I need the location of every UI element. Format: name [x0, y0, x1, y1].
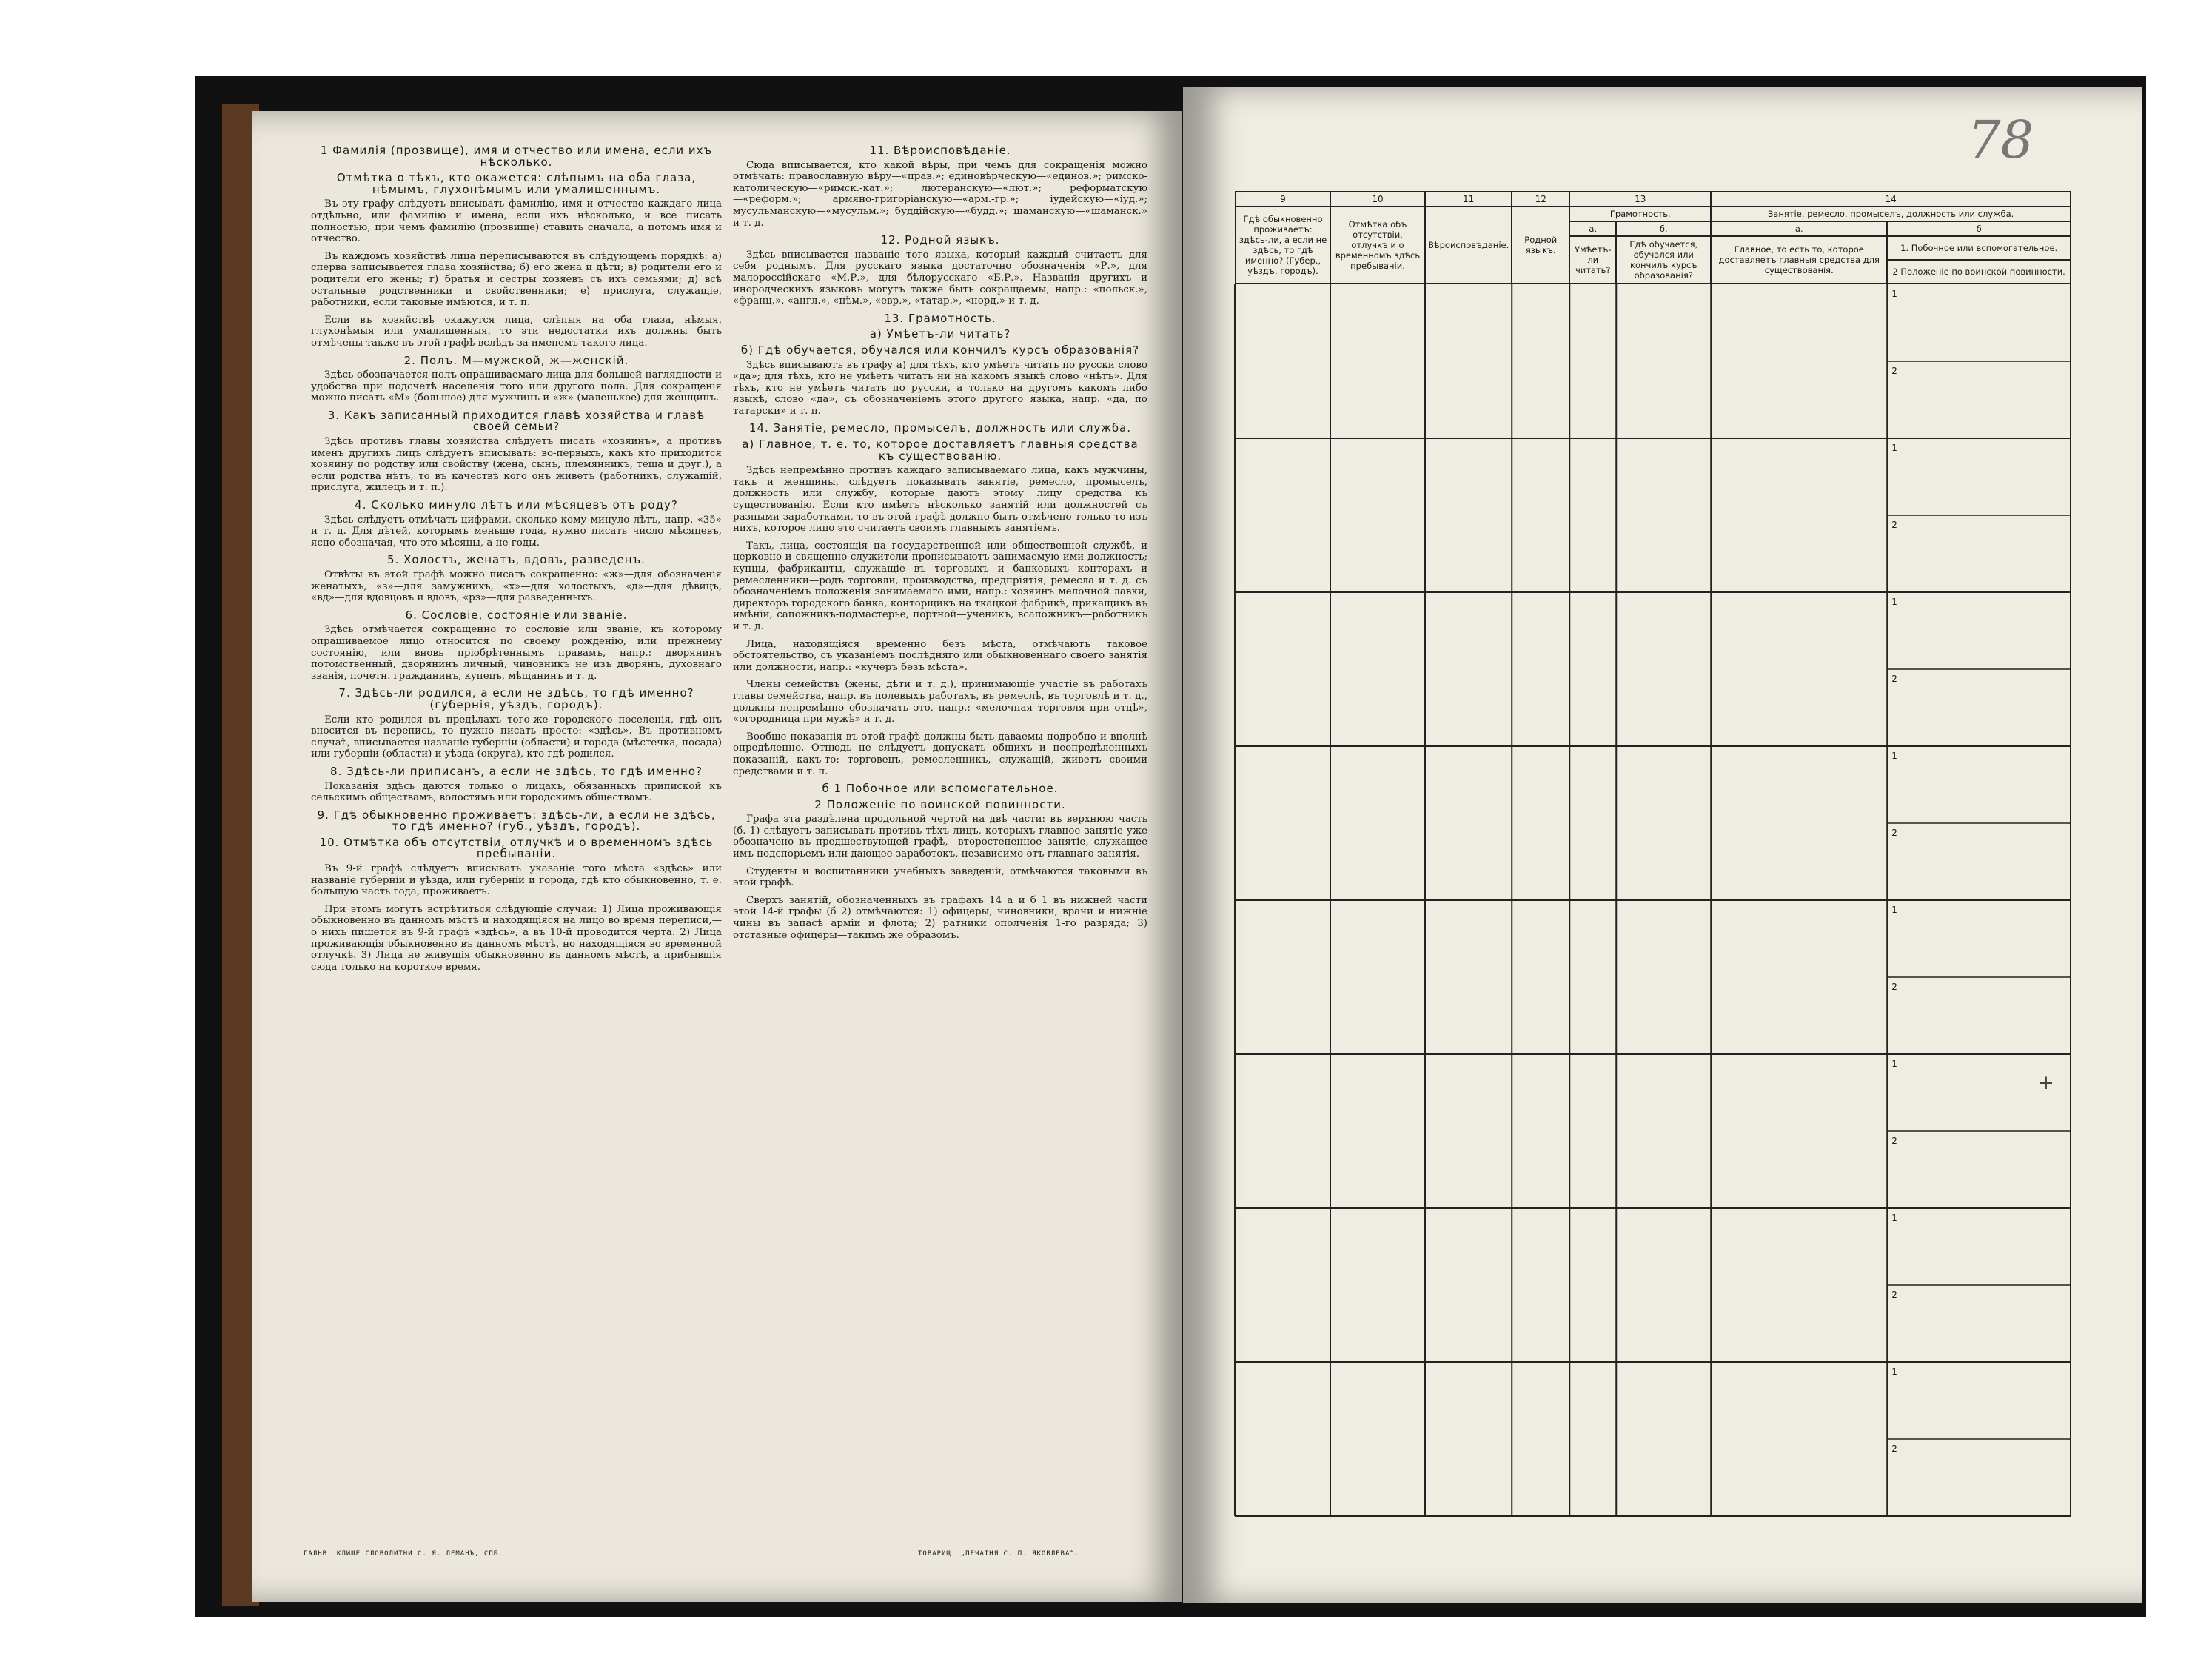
heading-13: 13. Грамотность.	[884, 311, 996, 325]
heading-13a: а) Умѣетъ-ли читать?	[869, 327, 1011, 341]
heading-5: 5. Холостъ, женатъ, вдовъ, разведенъ.	[387, 553, 646, 567]
heading-7: 7. Здѣсь-ли родился, а если не здѣсь, то гдѣ именно? (губернія, уѣздъ, городъ).	[338, 686, 694, 711]
header-13a: а.	[1569, 221, 1616, 236]
subrow-number: 1	[1891, 1059, 1897, 1069]
heading-14a: а) Главное, т. е. то, которое доставляетъ главныя средства къ существованію.	[742, 438, 1139, 463]
header-13a-text: Умѣетъ-ли читать?	[1569, 236, 1616, 284]
paragraph: Студенты и воспитанники учебныхъ заведеній, отмѣчаются таковыми въ этой графѣ.	[733, 865, 1147, 889]
subrow-number: 2	[1891, 520, 1897, 530]
subrow-number: 1	[1891, 1213, 1897, 1223]
paragraph: Въ 9-й графѣ слѣдуетъ вписывать указаніе того мѣста «здѣсь» или названіе губерніи и уѣзда, или губерніи и города, гдѣ кто обыкновенно, т. е. большую часть года, проживаетъ.	[311, 863, 722, 898]
paragraph: Здѣсь непремѣнно противъ каждаго записываемаго лица, какъ мужчины, такъ и женщины, слѣдуетъ показывать занятіе, ремесло, промыселъ, должность или службу, которые даютъ этому лицу средства къ существованію. Если кто имѣетъ нѣсколько занятій или должностей съ разными заработками, то въ этой графѣ должно быть отмѣчено только то изъ нихъ, которое лицо это считаетъ своимъ главнымъ занятіемъ.	[733, 465, 1147, 534]
paragraph: При этомъ могутъ встрѣтиться слѣдующіе случаи: 1) Лица проживающія обыкновенно въ данномъ мѣстѣ и находящіяся на лицо во время переписи,—о нихъ пишется въ 9-й графѣ «здѣсь», а въ 10-й проводится черта. 2) Лица проживающія обыкновенно въ данномъ мѣстѣ, но находящіяся во временной отлучкѣ. 3) Лица не живущія обыкновенно въ данномъ мѣстѣ, а прибывшія сюда только на короткое время.	[311, 903, 722, 973]
subrow-number: 1	[1891, 751, 1897, 761]
paragraph: Лица, находящіяся временно безъ мѣста, отмѣчаютъ таковое обстоятельство, съ указаніемъ послѣдняго или обыкновеннаго своего занятія или должности, напр.: «кучеръ безъ мѣста».	[733, 638, 1147, 673]
heading-10: 10. Отмѣтка объ отсутствіи, отлучкѣ и о временномъ здѣсь пребываніи.	[319, 835, 714, 861]
header-13b: б.	[1616, 221, 1711, 236]
paragraph: Здѣсь отмѣчается сокращенно то сословіе или званіе, къ которому опрашиваемое лицо относится по своему рожденію, или прежнему состоянію, или вновь пріобрѣтеннымъ правамъ, напр.: дворянинъ потомственный, дворянинъ личный, чиновникъ не изъ дворянъ, духовнаго званія, почетн. гражданинъ, купецъ, мѣщанинъ и т. д.	[311, 624, 722, 682]
paragraph: Сюда вписывается, кто какой вѣры, при чемъ для сокращенія можно отмѣчать: православную вѣру—«прав.»; единовѣрческую—«единов.»; римско-католическую—«римск.-кат.»; лютеранскую—«лют.»; реформатскую—«реформ.»; армяно-григоріанскую—«арм.-гр.»; іудейскую—«іуд.»; мусульманскую—«мусульм.»; буддійскую—«будд.»; шаманскую—«шаманск.» и т. д.	[733, 159, 1147, 229]
colnum-14: 14	[1711, 192, 2071, 207]
paragraph: Въ каждомъ хозяйствѣ лица переписываются въ слѣдующемъ порядкѣ: а) сперва записывается глава хозяйства; б) его жена и дѣти; в) родители его и родители его жены; г) братья и сестры хозяевъ съ ихъ семьями; д) всѣ остальные родственники и свойственники; е) прислуга, служащіе, работники, если таковые имѣются, и т. п.	[311, 250, 722, 309]
instructions-column-2	[733, 141, 1147, 947]
heading-6: 6. Сословіе, состояніе или званіе.	[405, 608, 628, 622]
subrow-number: 2	[1891, 982, 1897, 992]
paragraph: Такъ, лица, состоящія на государственной или общественной службѣ, и церковно-и священно-служители прописываютъ занимаемую ими должность; купцы, фабриканты, служащіе въ торговыхъ и банковыхъ конторахъ и ремесленники—родъ торговли, производства, предпріятія, ремесла и т. д. съ обозначеніемъ положенія занимаемаго ими, напр.: хозяинъ мелочной лавки, директоръ городского банка, конторщикъ на ткацкой фабрикѣ, прикащикъ въ имѣніи, сапожникъ-подмастерье, портной—ученикъ, всапожникъ—работникъ и т. д.	[733, 540, 1147, 632]
header-occupation: Занятіе, ремесло, промыселъ, должность или служба.	[1711, 207, 2071, 221]
paragraph: Сверхъ занятій, обозначенныхъ въ графахъ 14 а и б 1 въ нижней части этой 14-й графы (б 2) отмѣчаются: 1) офицеры, чиновники, врачи и нижніе чины въ запасѣ арміи и флота; 2) ратники ополченія 1-го разряда; 3) отставные офицеры—такимъ же образомъ.	[733, 894, 1147, 941]
header-14a: а.	[1711, 221, 1887, 236]
subrow-number: 1	[1891, 905, 1897, 915]
paragraph: Здѣсь обозначается полъ опрашиваемаго лица для большей наглядности и удобства при подсчетѣ населенія того или другого пола. Для сокращенія можно писать «М» (большое) для мужчинъ и «ж» (маленькое) для женщинъ.	[311, 369, 722, 404]
paragraph: Отвѣты въ этой графѣ можно писать сокращенно: «ж»—для обозначенія женатыхъ, «з»—для замужнихъ, «х»—для холостыхъ, «д»—для дѣвицъ, «вд»—для вдовцовъ и вдовъ, «рз»—для разведенныхъ.	[311, 569, 722, 604]
right-page	[1183, 87, 2142, 1603]
subrow-number: 1	[1891, 597, 1897, 607]
colnum-9: 9	[1236, 192, 1330, 207]
colnum-10: 10	[1330, 192, 1425, 207]
header-literacy: Грамотность.	[1569, 207, 1711, 221]
subrow-number: 1	[1891, 289, 1897, 299]
printer-imprint-left: ГАЛЬВ. КЛИШЕ СЛОВОЛИТНИ С. Я. ЛЕМАНЪ, СПБ.	[304, 1550, 503, 1558]
heading-11: 11. Вѣроисповѣданіе.	[869, 144, 1011, 157]
heading-14: 14. Занятіе, ремесло, промыселъ, должность или служба.	[748, 421, 1132, 435]
paragraph: Если кто родился въ предѣлахъ того-же городского поселенія, гдѣ онъ вносится въ перепись, то нужно писать просто: «здѣсь». Въ противномъ случаѣ, вписывается названіе губерніи (области) и города (мѣстечка, посада) или губерніи (области) и уѣзда (округа), кто гдѣ родился.	[311, 714, 722, 760]
header-13b-text: Гдѣ обучается, обучался или кончилъ курсъ образованія?	[1616, 236, 1711, 284]
heading-1: 1 Фамилія (прозвище), имя и отчество или имена, если ихъ нѣсколько.	[320, 144, 713, 169]
paragraph: Вообще показанія въ этой графѣ должны быть даваемы подробно и вполнѣ опредѣленно. Отнюдь не слѣдуетъ допускать общихъ и неопредѣленныхъ показаній, какъ-то: торговецъ, ремесленникъ, служащій, живетъ своими средствами и т. п.	[733, 731, 1147, 777]
header-religion: Вѣроисповѣданіе.	[1425, 207, 1512, 284]
paragraph: Здѣсь вписываютъ въ графу а) для тѣхъ, кто умѣетъ читать по русски слово «да»; для тѣхъ, кто не умѣетъ читать ни на какомъ языкѣ слово «нѣтъ». Для тѣхъ, кто не умѣетъ читать по русски, а только на другомъ какомъ либо языкѣ, слово «да», съ обозначеніемъ этого другого языка, напр. «да, по татарски» и т. п.	[733, 359, 1147, 417]
colnum-13: 13	[1569, 192, 1711, 207]
heading-14b1: б 1 Побочное или вспомогательное.	[822, 782, 1059, 796]
handwritten-page-number: 78	[1968, 110, 2034, 170]
header-14b: б	[1887, 221, 2071, 236]
heading-12: 12. Родной языкъ.	[880, 233, 1000, 247]
heading-13b: б) Гдѣ обучается, обучался или кончилъ курсъ образованія?	[740, 343, 1140, 357]
subrow-number: 1	[1891, 443, 1897, 453]
colnum-11: 11	[1425, 192, 1512, 207]
heading-1b: Отмѣтка о тѣхъ, кто окажется: слѣпымъ на оба глаза, нѣмымъ, глухонѣмымъ или умалишеннымъ.	[336, 171, 697, 196]
header-14b2: 2 Положеніе по воинской повинности.	[1892, 267, 2065, 277]
heading-2: 2. Полъ. М—мужской, ж—женскій.	[403, 353, 629, 367]
heading-14b2: 2 Положеніе по воинской повинности.	[814, 797, 1066, 811]
paragraph: Члены семействъ (жены, дѣти и т. д.), принимающіе участіе въ работахъ главы семейства, напр. въ полевыхъ работахъ, въ ремеслѣ, въ торговлѣ и т. д., должны непремѣнно обозначать это, напр.: «мелочная торговля при отцѣ», «огородница при мужѣ» и т. д.	[733, 679, 1147, 725]
paragraph: Здѣсь вписывается названіе того языка, который каждый считаетъ для себя роднымъ. Для русскаго языка достаточно обозначенія «Р.», для малороссійскаго—«М.Р.», для бѣлорусскаго—«Б.Р.». Названія другихъ и инородческихъ языковъ могутъ также быть сокращаемы, напр.: «польск.», «франц.», «англ.», «нѣм.», «евр.», «татар.», «норд.» и т. д.	[733, 249, 1147, 307]
header-14b1: 1. Побочное или вспомогательное.	[1888, 237, 2070, 261]
paragraph: Здѣсь противъ главы хозяйства слѣдуетъ писать «хозяинъ», а противъ именъ другихъ лицъ слѣдуетъ вписывать: во-первыхъ, какъ кто приходится хозяину по родству или свойству (жена, сынъ, племянникъ, теща и друг.), а если родства нѣтъ, то въ качествѣ кого онъ живетъ (работникъ, служащій, прислуга, жилецъ и т. п.).	[311, 436, 722, 494]
header-absence: Отмѣтка объ отсутствіи, отлучкѣ и о временномъ здѣсь пребываніи.	[1330, 207, 1425, 284]
subrow-number: 2	[1891, 1444, 1897, 1454]
form-body-lines	[1183, 87, 2142, 1603]
subrow-number: 2	[1891, 1290, 1897, 1300]
paragraph: Здѣсь слѣдуетъ отмѣчать цифрами, сколько кому минуло лѣтъ, напр. «35» и т. д. Для дѣтей, которымъ меньше года, нужно писать число мѣсяцевъ, ясно обозначая, что это мѣсяцы, а не годы.	[311, 514, 722, 549]
paragraph: Показанія здѣсь даются только о лицахъ, обязанныхъ припиской къ сельскимъ обществамъ, волостямъ или городскимъ обществамъ.	[311, 780, 722, 804]
heading-9: 9. Гдѣ обыкновенно проживаетъ: здѣсь-ли, а если не здѣсь, то гдѣ именно? (губ., уѣздъ, городъ).	[317, 808, 716, 834]
subrow-number: 2	[1891, 674, 1897, 684]
subrow-number: 2	[1891, 1136, 1897, 1146]
left-page	[252, 111, 1182, 1602]
instructions-column-1	[311, 141, 722, 979]
header-language: Родной языкъ.	[1512, 207, 1569, 284]
colnum-12: 12	[1512, 192, 1569, 207]
paragraph: Графа эта раздѣлена продольной чертой на двѣ части: въ верхнюю часть (б. 1) слѣдуетъ записывать противъ тѣхъ лицъ, которыхъ главное занятіе уже обозначено въ предшествующей графѣ,—второстепенное занятіе, служащее имъ подспорьемъ или дающее заработокъ, независимо отъ главнаго занятія.	[733, 814, 1147, 860]
header-residence: Гдѣ обыкновенно проживаетъ: здѣсь-ли, а если не здѣсь, то гдѣ именно? (Губер., уѣздъ, городъ).	[1236, 207, 1330, 284]
paragraph: Въ эту графу слѣдуетъ вписывать фамилію, имя и отчество каждаго лица отдѣльно, или фамилію и имена, если ихъ нѣсколько, и все писать полностью, при чемъ фамилію (прозвище) ставить сначала, а потомъ имя и отчество.	[311, 198, 722, 245]
heading-8: 8. Здѣсь-ли приписанъ, а если не здѣсь, то гдѣ именно?	[330, 764, 703, 778]
pencil-mark: +	[2038, 1072, 2054, 1094]
printer-imprint-right: ТОВАРИЩ. „ПЕЧАТНЯ С. П. ЯКОВЛЕВА“.	[918, 1550, 1080, 1558]
paragraph: Если въ хозяйствѣ окажутся лица, слѣпыя на оба глаза, нѣмыя, глухонѣмыя или умалишенныя, то эти недостатки ихъ должны быть отмѣчены также въ этой графѣ вслѣдъ за именемъ такого лица.	[311, 314, 722, 349]
subrow-number: 2	[1891, 366, 1897, 376]
subrow-number: 1	[1891, 1367, 1897, 1377]
heading-4: 4. Сколько минуло лѣтъ или мѣсяцевъ отъ роду?	[355, 498, 678, 512]
subrow-number: 2	[1891, 828, 1897, 838]
header-14a-text: Главное, то есть то, которое доставляетъ главныя средства для существованія.	[1711, 236, 1887, 284]
heading-3: 3. Какъ записанный приходится главѣ хозяйства и главѣ своей семьи?	[327, 408, 706, 434]
